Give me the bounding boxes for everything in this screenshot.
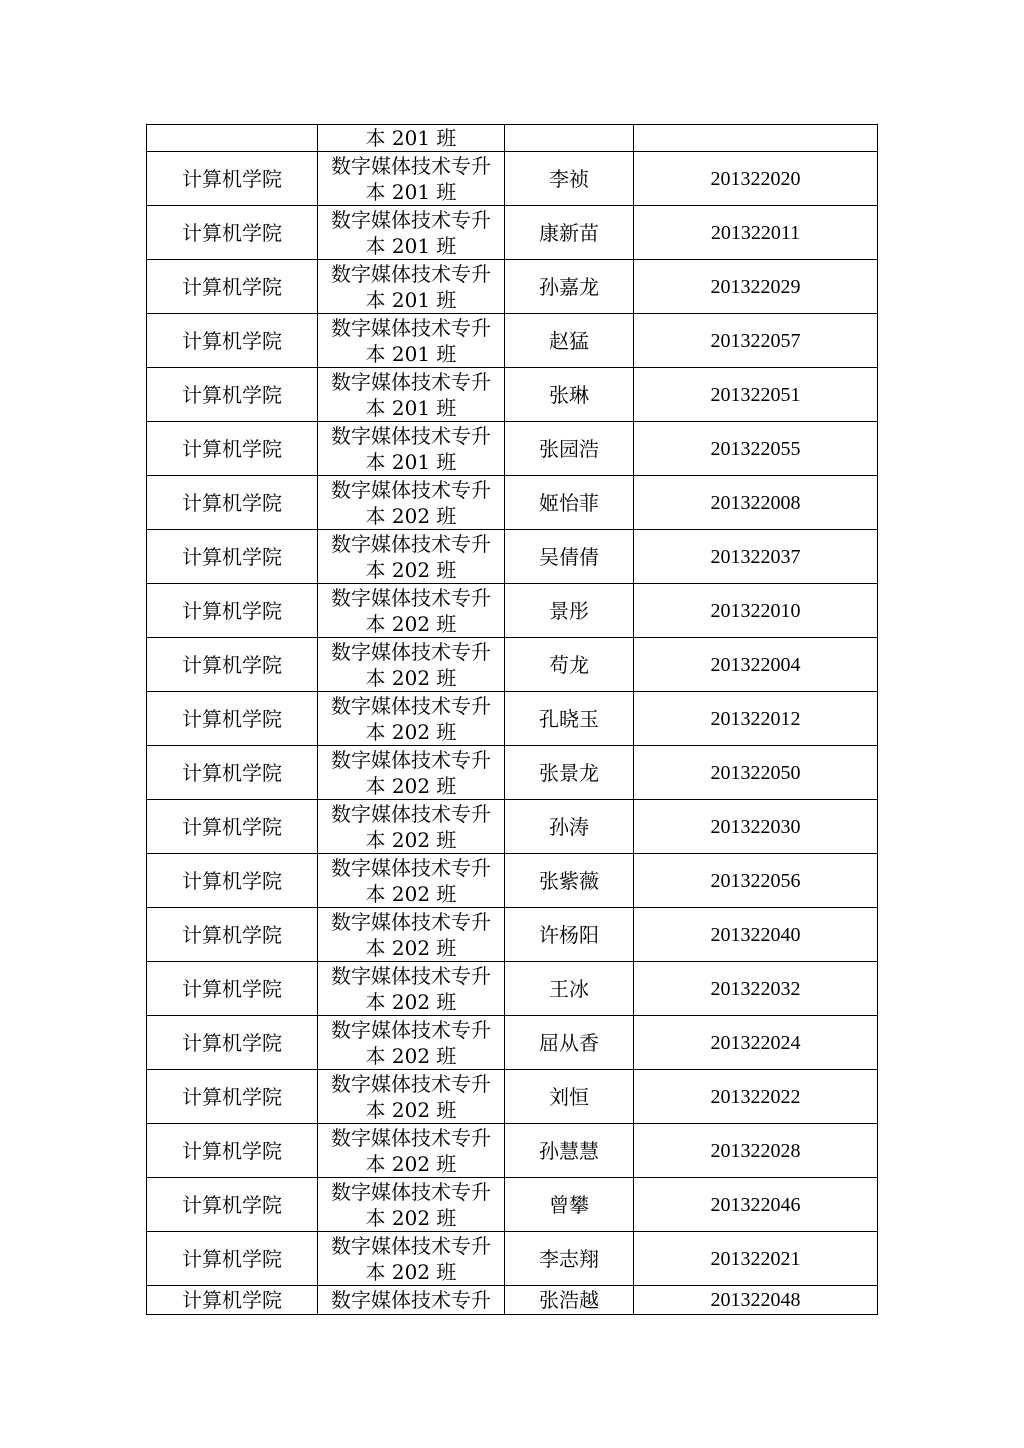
college-cell: 计算机学院 — [147, 638, 318, 692]
student-id-cell: 201322022 — [634, 1070, 878, 1124]
class-line-1: 数字媒体技术专升 — [331, 909, 491, 934]
table-row-continued — [147, 125, 878, 152]
student-id-cell: 201322010 — [634, 584, 878, 638]
name-cell: 李志翔 — [505, 1232, 634, 1286]
class-cell — [318, 1286, 505, 1315]
class-cell — [318, 260, 505, 314]
student-id-cell: 201322024 — [634, 1016, 878, 1070]
name-cell: 张浩越 — [505, 1286, 634, 1315]
name-cell: 张琳 — [505, 368, 634, 422]
class-cell — [318, 422, 505, 476]
student-id-cell — [634, 125, 878, 152]
table-row — [147, 1124, 878, 1178]
college-cell: 计算机学院 — [147, 368, 318, 422]
college-cell: 计算机学院 — [147, 152, 318, 206]
class-cell — [318, 476, 505, 530]
student-id-cell: 201322028 — [634, 1124, 878, 1178]
table-row — [147, 368, 878, 422]
name-cell: 孙涛 — [505, 800, 634, 854]
name-cell — [505, 125, 634, 152]
college-cell: 计算机学院 — [147, 422, 318, 476]
class-cell — [318, 854, 505, 908]
student-id-cell: 201322011 — [634, 206, 878, 260]
college-cell: 计算机学院 — [147, 1124, 318, 1178]
class-line-1: 数字媒体技术专升 — [331, 531, 491, 556]
student-id-cell: 201322046 — [634, 1178, 878, 1232]
table-row — [147, 1178, 878, 1232]
class-cell — [318, 962, 505, 1016]
student-id-cell: 201322012 — [634, 692, 878, 746]
class-line-1: 数字媒体技术专升 — [331, 207, 491, 232]
table-row — [147, 584, 878, 638]
college-cell: 计算机学院 — [147, 1286, 318, 1315]
college-cell: 计算机学院 — [147, 854, 318, 908]
student-id-cell: 201322030 — [634, 800, 878, 854]
college-cell: 计算机学院 — [147, 314, 318, 368]
class-cell — [318, 584, 505, 638]
class-cell — [318, 152, 505, 206]
student-roster-table — [146, 124, 878, 1315]
class-line-1: 数字媒体技术专升 — [331, 261, 491, 286]
student-id-cell: 201322032 — [634, 962, 878, 1016]
class-line-2: 本 201 班 — [365, 233, 457, 258]
name-cell: 孙嘉龙 — [505, 260, 634, 314]
class-line-1: 数字媒体技术专升 — [331, 153, 491, 178]
class-line-2: 本 202 班 — [365, 827, 457, 852]
table-row — [147, 638, 878, 692]
class-cell — [318, 692, 505, 746]
class-line-1: 数字媒体技术专升 — [331, 369, 491, 394]
class-line-1: 数字媒体技术专升 — [331, 801, 491, 826]
college-cell: 计算机学院 — [147, 1016, 318, 1070]
table-row — [147, 854, 878, 908]
class-line-2: 本 202 班 — [365, 1259, 457, 1284]
college-cell — [147, 125, 318, 152]
student-id-cell: 201322037 — [634, 530, 878, 584]
name-cell: 张园浩 — [505, 422, 634, 476]
class-line-2: 本 202 班 — [365, 1043, 457, 1068]
name-cell: 张景龙 — [505, 746, 634, 800]
class-line-1: 数字媒体技术专升 — [331, 1233, 491, 1258]
table-row — [147, 800, 878, 854]
roster-body — [147, 125, 878, 1315]
college-cell: 计算机学院 — [147, 1178, 318, 1232]
class-line-2: 本 202 班 — [365, 881, 457, 906]
student-id-cell: 201322056 — [634, 854, 878, 908]
name-cell: 刘恒 — [505, 1070, 634, 1124]
name-cell: 许杨阳 — [505, 908, 634, 962]
class-line-1: 数字媒体技术专升 — [331, 1071, 491, 1096]
college-cell: 计算机学院 — [147, 746, 318, 800]
class-cell — [318, 638, 505, 692]
class-line-2: 本 202 班 — [365, 989, 457, 1014]
class-line-2: 本 202 班 — [365, 557, 457, 582]
college-cell: 计算机学院 — [147, 476, 318, 530]
class-cell — [318, 1070, 505, 1124]
class-cell — [318, 1124, 505, 1178]
table-row — [147, 962, 878, 1016]
class-line-1: 数字媒体技术专升 — [331, 423, 491, 448]
student-id-cell: 201322021 — [634, 1232, 878, 1286]
table-row — [147, 692, 878, 746]
student-id-cell: 201322008 — [634, 476, 878, 530]
student-id-cell: 201322051 — [634, 368, 878, 422]
name-cell: 孙慧慧 — [505, 1124, 634, 1178]
class-cell — [318, 1016, 505, 1070]
name-cell: 屈从香 — [505, 1016, 634, 1070]
table-row — [147, 152, 878, 206]
table-row — [147, 260, 878, 314]
student-id-cell: 201322055 — [634, 422, 878, 476]
table-row — [147, 530, 878, 584]
name-cell: 吴倩倩 — [505, 530, 634, 584]
student-id-cell: 201322029 — [634, 260, 878, 314]
college-cell: 计算机学院 — [147, 962, 318, 1016]
class-line-2: 本 202 班 — [365, 1097, 457, 1122]
table-row — [147, 1232, 878, 1286]
class-line-1: 数字媒体技术专升 — [331, 963, 491, 988]
name-cell: 景彤 — [505, 584, 634, 638]
class-line-2: 本 202 班 — [365, 1205, 457, 1230]
class-line-1: 数字媒体技术专升 — [331, 1017, 491, 1042]
class-line-1: 数字媒体技术专升 — [331, 639, 491, 664]
class-cell — [318, 746, 505, 800]
college-cell: 计算机学院 — [147, 530, 318, 584]
student-id-cell: 201322057 — [634, 314, 878, 368]
name-cell: 康新苗 — [505, 206, 634, 260]
college-cell: 计算机学院 — [147, 1070, 318, 1124]
table-row — [147, 1016, 878, 1070]
table-row — [147, 206, 878, 260]
college-cell: 计算机学院 — [147, 692, 318, 746]
class-cell — [318, 368, 505, 422]
class-line-1: 数字媒体技术专升 — [331, 747, 491, 772]
table-row — [147, 476, 878, 530]
table-row — [147, 908, 878, 962]
name-cell: 张紫薇 — [505, 854, 634, 908]
name-cell: 曾攀 — [505, 1178, 634, 1232]
table-row — [147, 1070, 878, 1124]
table-row-cut — [147, 1286, 878, 1315]
name-cell: 孔晓玉 — [505, 692, 634, 746]
name-cell: 李祯 — [505, 152, 634, 206]
student-id-cell: 201322050 — [634, 746, 878, 800]
name-cell: 赵猛 — [505, 314, 634, 368]
class-cell — [318, 206, 505, 260]
class-line-2: 本 202 班 — [365, 665, 457, 690]
college-cell: 计算机学院 — [147, 584, 318, 638]
table-row — [147, 314, 878, 368]
name-cell: 王冰 — [505, 962, 634, 1016]
student-id-cell: 201322020 — [634, 152, 878, 206]
table-row — [147, 746, 878, 800]
class-line-2: 本 202 班 — [365, 719, 457, 744]
college-cell: 计算机学院 — [147, 1232, 318, 1286]
name-cell: 姬怡菲 — [505, 476, 634, 530]
class-cell — [318, 1232, 505, 1286]
class-cell — [318, 800, 505, 854]
class-line-1: 数字媒体技术专升 — [331, 855, 491, 880]
class-line-1: 数字媒体技术专升 — [331, 315, 491, 340]
class-line-2: 本 202 班 — [365, 503, 457, 528]
class-cell — [318, 530, 505, 584]
class-cell — [318, 314, 505, 368]
college-cell: 计算机学院 — [147, 908, 318, 962]
class-cell — [318, 125, 505, 152]
class-line-2: 本 201 班 — [365, 449, 457, 474]
class-cell — [318, 1178, 505, 1232]
class-line-2: 本 201 班 — [365, 179, 457, 204]
class-line-1: 数字媒体技术专升 — [331, 1288, 491, 1312]
class-line-2: 本 202 班 — [365, 773, 457, 798]
class-line-1: 数字媒体技术专升 — [331, 693, 491, 718]
student-id-cell: 201322048 — [634, 1286, 878, 1315]
class-line-1: 数字媒体技术专升 — [331, 585, 491, 610]
class-line-1: 数字媒体技术专升 — [331, 1125, 491, 1150]
class-line-2: 本 201 班 — [365, 287, 457, 312]
class-line-2: 本 202 班 — [365, 1151, 457, 1176]
class-line-1: 数字媒体技术专升 — [331, 1179, 491, 1204]
class-line-2: 本 201 班 — [365, 126, 457, 150]
class-line-2: 本 201 班 — [365, 341, 457, 366]
table-row — [147, 422, 878, 476]
college-cell: 计算机学院 — [147, 260, 318, 314]
class-line-2: 本 202 班 — [365, 611, 457, 636]
class-cell — [318, 908, 505, 962]
class-line-1: 数字媒体技术专升 — [331, 477, 491, 502]
college-cell: 计算机学院 — [147, 206, 318, 260]
student-id-cell: 201322040 — [634, 908, 878, 962]
college-cell: 计算机学院 — [147, 800, 318, 854]
class-line-2: 本 202 班 — [365, 935, 457, 960]
name-cell: 苟龙 — [505, 638, 634, 692]
class-line-2: 本 201 班 — [365, 395, 457, 420]
student-id-cell: 201322004 — [634, 638, 878, 692]
